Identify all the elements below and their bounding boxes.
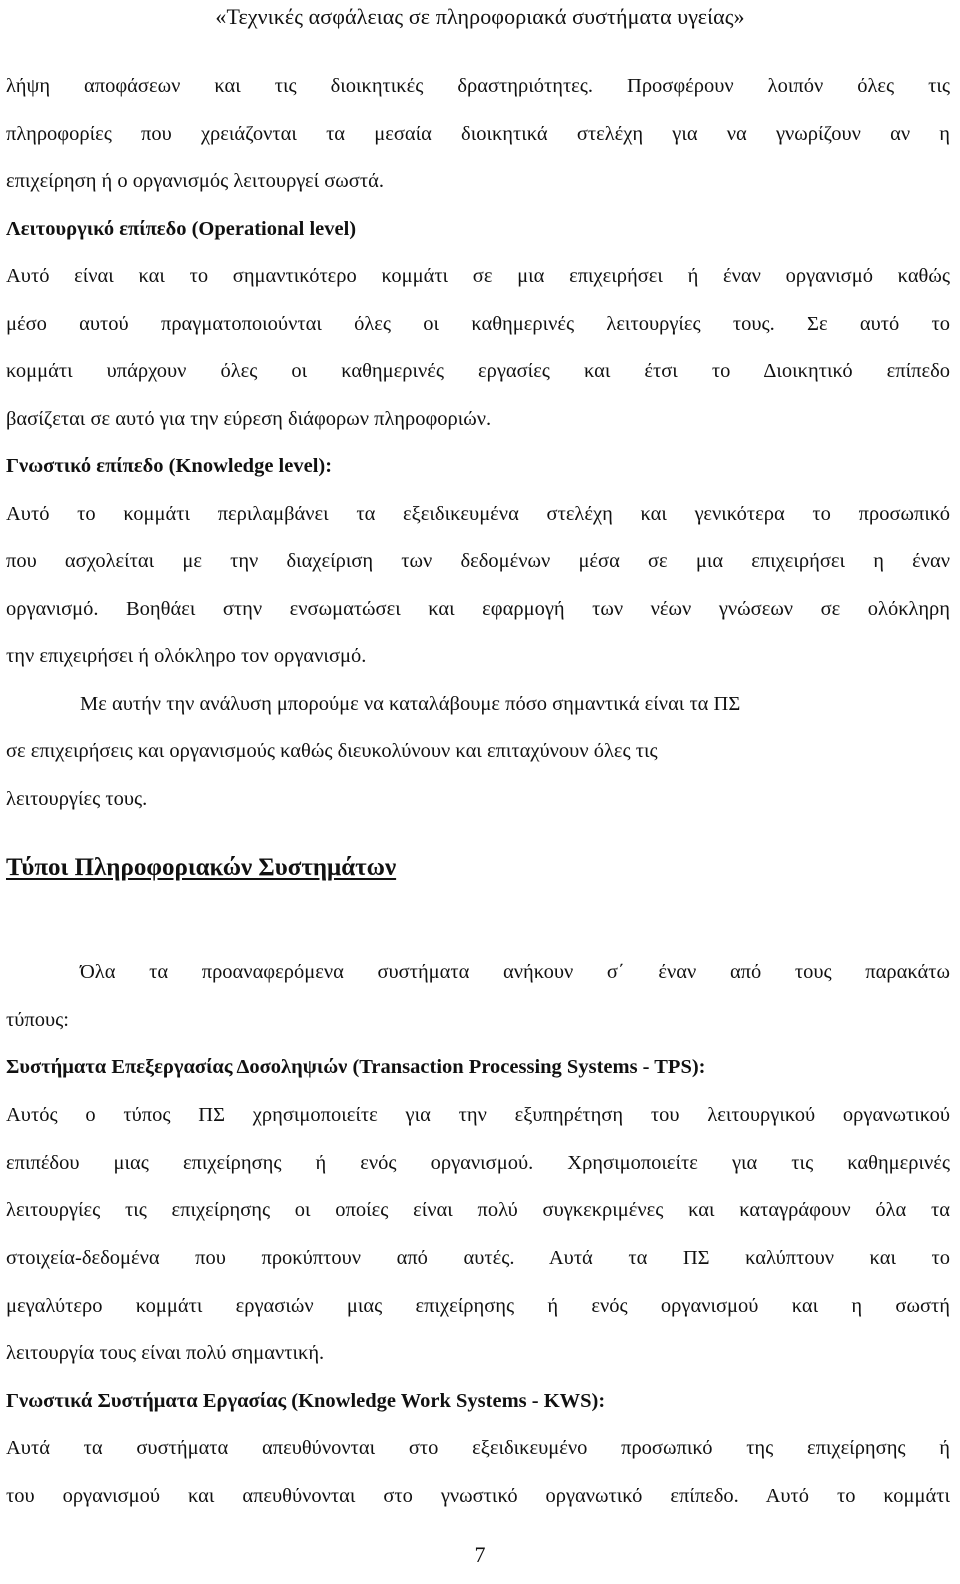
- subheading-line: Γνωστικά Συστήματα Εργασίας (Knowledge Work Systems - KWS):: [6, 1390, 606, 1412]
- text-line: την επιχειρήσει ή ολόκληρο τον οργανισμό.: [6, 645, 367, 667]
- section-title: Τύποι Πληροφοριακών Συστημάτων: [6, 854, 397, 881]
- text-line: σε επιχειρήσεις και οργανισμούς καθώς διευκολύνουν και επιταχύνουν όλες τις: [6, 740, 658, 762]
- text-line: του οργανισμού και απευθύνονται στο γνωστικό οργανωτικό επίπεδο. Αυτό το κομμάτι: [6, 1485, 950, 1507]
- text-line: λειτουργίες τους.: [6, 788, 148, 810]
- text-line: επιπέδου μιας επιχείρησης ή ενός οργανισμού. Χρησιμοποιείτε για τις καθημερινές: [6, 1152, 950, 1174]
- text-line: λειτουργίες τις επιχείρησης οι οποίες είναι πολύ συγκεκριμένες και καταγράφουν όλα τα: [6, 1199, 950, 1221]
- text-line: Αυτός ο τύπος ΠΣ χρησιμοποιείτε για την εξυπηρέτηση του λειτουργικού οργανωτικού: [6, 1104, 950, 1126]
- subheading-line: Συστήματα Επεξεργασίας Δοσοληψιών (Transaction Processing Systems - TPS):: [6, 1056, 706, 1078]
- text-line: Αυτό το κομμάτι περιλαμβάνει τα εξειδικευμένα στελέχη και γενικότερα το προσωπικό: [6, 503, 950, 525]
- text-line: Αυτό είναι και το σημαντικότερο κομμάτι σε μια επιχειρήσει ή έναν οργανισμό καθώς: [6, 265, 950, 287]
- text-line: μέσο αυτού πραγματοποιούνται όλες οι καθημερινές λειτουργίες τους. Σε αυτό το: [6, 313, 950, 335]
- subheading-line: Γνωστικό επίπεδο (Knowledge level):: [6, 455, 333, 477]
- subheading-line: Λειτουργικό επίπεδο (Operational level): [6, 218, 357, 240]
- text-line: που ασχολείται με την διαχείριση των δεδομένων μέσα σε μια επιχειρήσει η έναν: [6, 550, 950, 572]
- text-line: κομμάτι υπάρχουν όλες οι καθημερινές εργασίες και έτσι το Διοικητικό επίπεδο: [6, 360, 950, 382]
- text-line: Αυτά τα συστήματα απευθύνονται στο εξειδικευμένο προσωπικό της επιχείρησης ή: [6, 1437, 950, 1459]
- text-line: βασίζεται σε αυτό για την εύρεση διάφορων πληροφοριών.: [6, 408, 492, 430]
- text-line: στοιχεία-δεδομένα που προκύπτουν από αυτές. Αυτά τα ΠΣ καλύπτουν και το: [6, 1247, 950, 1269]
- page-number: 7: [474, 1542, 486, 1567]
- text-line: πληροφορίες που χρειάζονται τα μεσαία διοικητικά στελέχη για να γνωρίζουν αν η: [6, 123, 950, 145]
- running-header: «Τεχνικές ασφάλειας σε πληροφοριακά συστήματα υγείας»: [215, 4, 745, 29]
- text-line: λειτουργία τους είναι πολύ σημαντική.: [6, 1342, 325, 1364]
- text-line: Με αυτήν την ανάλυση μπορούμε να καταλάβουμε πόσο σημαντικά είναι τα ΠΣ: [80, 693, 741, 715]
- text-line: τύπους:: [6, 1009, 69, 1031]
- text-line: μεγαλύτερο κομμάτι εργασιών μιας επιχείρησης ή ενός οργανισμού και η σωστή: [6, 1295, 950, 1317]
- text-line: οργανισμό. Βοηθάει στην ενσωματώσει και εφαρμογή των νέων γνώσεων σε ολόκληρη: [6, 598, 950, 620]
- text-line: Όλα τα προαναφερόμενα συστήματα ανήκουν σ΄ έναν από τους παρακάτω: [80, 961, 950, 983]
- text-line: λήψη αποφάσεων και τις διοικητικές δραστηριότητες. Προσφέρουν λοιπόν όλες τις: [6, 75, 950, 97]
- text-line: επιχείρηση ή ο οργανισμός λειτουργεί σωστά.: [6, 170, 384, 192]
